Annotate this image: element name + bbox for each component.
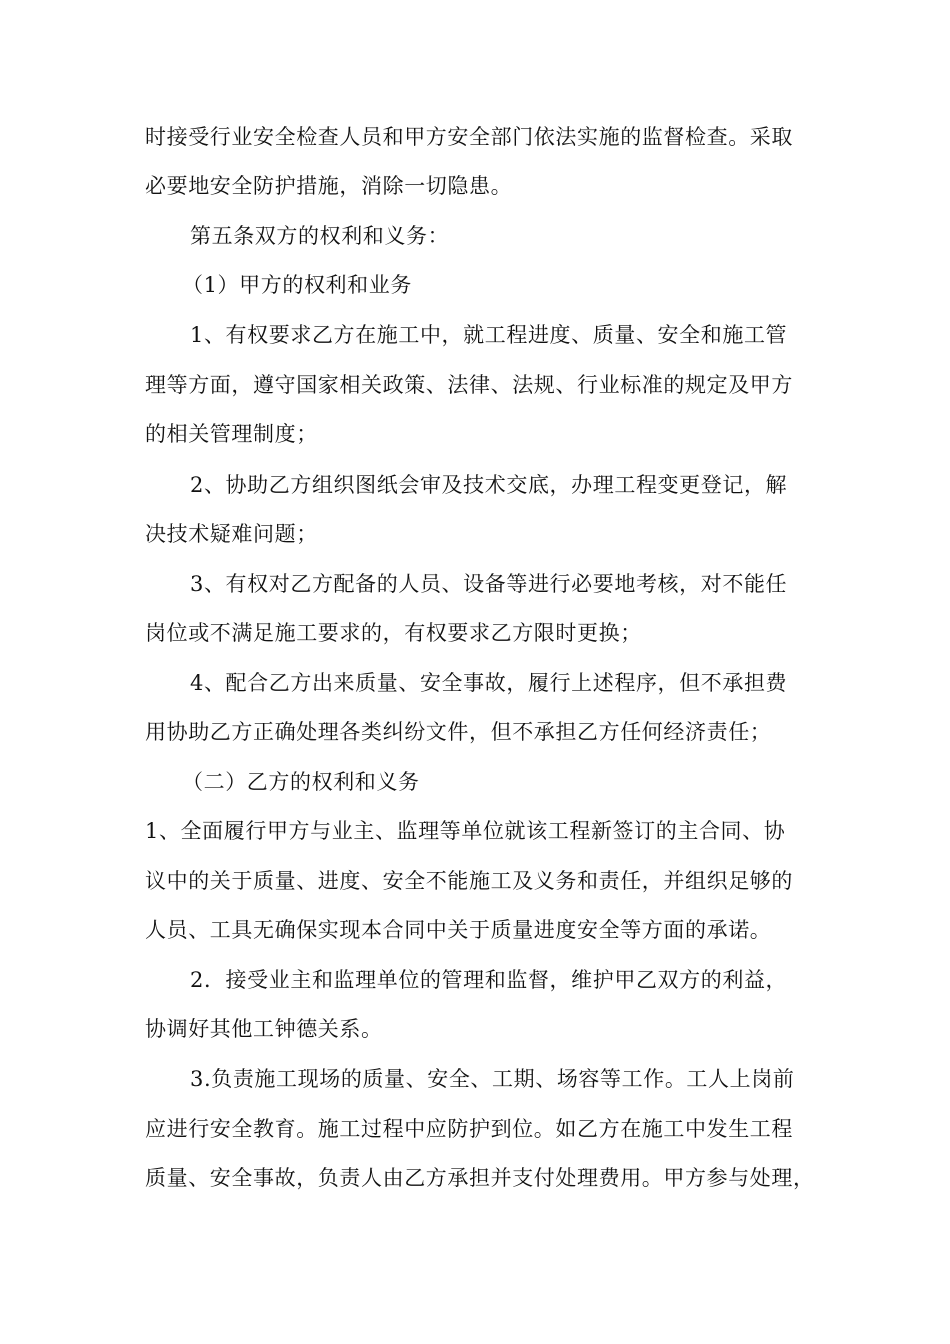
text-line: 必要地安全防护措施，消除一切隐患。 [145,174,513,198]
text-line: 3、有权对乙方配备的人员、设备等进行必要地考核，对不能任 [190,572,788,596]
section-heading: （1）甲方的权利和业务 [182,273,412,297]
text-line: 4、配合乙方出来质量、安全事故，履行上述程序，但不承担费 [190,671,788,695]
text-line: 的相关管理制度； [145,422,318,446]
text-line: 岗位或不满足施工要求的，有权要求乙方限时更换； [145,621,642,645]
text-line: 人员、工具无确保实现本合同中关于质量进度安全等方面的承诺。 [145,918,772,942]
text-line: 用协助乙方正确处理各类纠纷文件，但不承担乙方任何经济责任； [145,720,772,744]
text-line: 1、全面履行甲方与业主、监理等单位就该工程新签订的主合同、协 [145,819,786,843]
text-line: 理等方面，遵守国家相关政策、法律、法规、行业标准的规定及甲方 [145,373,793,397]
text-line: 应进行安全教育。施工过程中应防护到位。如乙方在施工中发生工程 [145,1117,793,1141]
text-line: 质量、安全事故，负责人由乙方承担并支付处理费用。甲方参与处理， [145,1166,815,1190]
text-line: 时接受行业安全检查人员和甲方安全部门依法实施的监督检查。采取 [145,125,793,149]
text-line: 1、有权要求乙方在施工中，就工程进度、质量、安全和施工管 [190,323,788,347]
text-line: 决技术疑难问题； [145,522,318,546]
text-line: 2、协助乙方组织图纸会审及技术交底，办理工程变更登记，解 [190,473,788,497]
text-line: 议中的关于质量、进度、安全不能施工及义务和责任，并组织足够的 [145,869,793,893]
section-heading: （二）乙方的权利和义务 [182,770,420,794]
text-line: 2．接受业主和监理单位的管理和监督，维护甲乙双方的利益， [190,968,788,992]
text-line: 3.负责施工现场的质量、安全、工期、场容等工作。工人上岗前 [190,1067,795,1091]
article-heading: 第五条双方的权利和义务： [190,224,450,248]
text-line: 协调好其他工钟德关系。 [145,1017,383,1041]
